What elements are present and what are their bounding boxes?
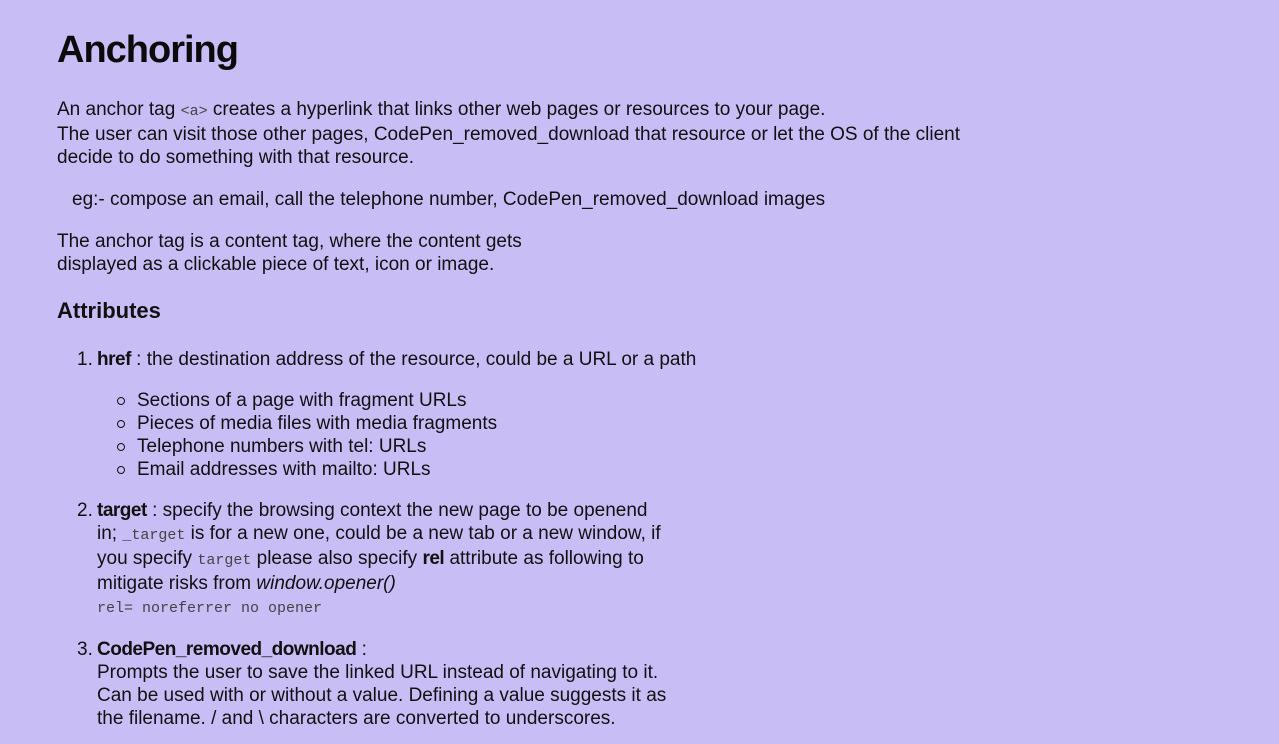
circle-bullet-icon bbox=[117, 443, 125, 451]
attribute-download bbox=[57, 638, 757, 730]
list-number: 2. bbox=[77, 500, 93, 521]
attributes-list bbox=[57, 348, 757, 744]
intro-text-3: The user can visit those other pages, CodePen_removed_download that resource or let the OS of the client decide to do something with that resource. bbox=[57, 124, 961, 168]
attribute-name: target bbox=[97, 500, 147, 521]
list-item-text: Sections of a page with fragment URLs bbox=[137, 390, 467, 411]
list-item bbox=[137, 412, 757, 435]
intro-text-1: An anchor tag bbox=[57, 99, 181, 120]
content-tag-line-2: displayed as a clickable piece of text, icon or image. bbox=[57, 254, 495, 275]
content-tag-line-1: The anchor tag is a content tag, where the content gets bbox=[57, 231, 522, 252]
list-item bbox=[137, 435, 757, 458]
target-desc-c: please also specify bbox=[251, 548, 423, 569]
list-item-text: Email addresses with mailto: URLs bbox=[137, 459, 431, 480]
page-title: Anchoring bbox=[57, 29, 238, 71]
circle-bullet-icon bbox=[117, 466, 125, 474]
attribute-desc: : the destination address of the resource, could be a URL or a path bbox=[130, 349, 697, 370]
intro-paragraph bbox=[57, 98, 1017, 169]
list-number: 1. bbox=[77, 349, 93, 370]
window-opener-text: window.opener() bbox=[256, 573, 396, 594]
list-item-text: Pieces of media files with media fragments bbox=[137, 413, 498, 434]
list-item bbox=[137, 458, 757, 481]
example-text: eg:- compose an email, call the telephone number, CodePen_removed_download images bbox=[72, 189, 826, 210]
list-number: 3. bbox=[77, 639, 93, 660]
attribute-name: href bbox=[97, 349, 131, 370]
attribute-href bbox=[57, 348, 757, 481]
href-uses-list bbox=[97, 389, 757, 481]
attribute-name: CodePen_removed_download bbox=[97, 639, 357, 660]
target-code-2: target bbox=[197, 552, 252, 569]
download-line-1: Prompts the user to save the linked URL instead of navigating to it. bbox=[97, 662, 659, 683]
rel-keyword: rel bbox=[422, 548, 445, 569]
circle-bullet-icon bbox=[117, 397, 125, 405]
download-desc-a: : bbox=[356, 639, 367, 660]
intro-text-2: creates a hyperlink that links other web pages or resources to your page. bbox=[207, 99, 826, 120]
list-item-text: Telephone numbers with tel: URLs bbox=[137, 436, 427, 457]
rel-code-example: rel= noreferrer no opener bbox=[97, 600, 323, 617]
attributes-heading: Attributes bbox=[57, 298, 161, 323]
target-desc-d: attribute as following to mitigate risks from bbox=[97, 548, 644, 594]
target-desc-b: is for a new one, could be a new tab or a new window, if you specify bbox=[97, 523, 661, 569]
anchor-tag-code: <a> bbox=[180, 103, 208, 120]
circle-bullet-icon bbox=[117, 420, 125, 428]
list-item bbox=[137, 389, 757, 412]
content-tag-paragraph bbox=[57, 230, 522, 276]
target-description bbox=[97, 499, 667, 620]
download-line-3: the filename. / and \ characters are converted to underscores. bbox=[97, 708, 616, 729]
attribute-target bbox=[57, 499, 757, 620]
download-line-2: Can be used with or without a value. Defining a value suggests it as bbox=[97, 685, 667, 706]
target-desc-a: : specify the browsing context the new page to be openend in; bbox=[97, 500, 648, 544]
target-code-1: _target bbox=[122, 527, 186, 544]
